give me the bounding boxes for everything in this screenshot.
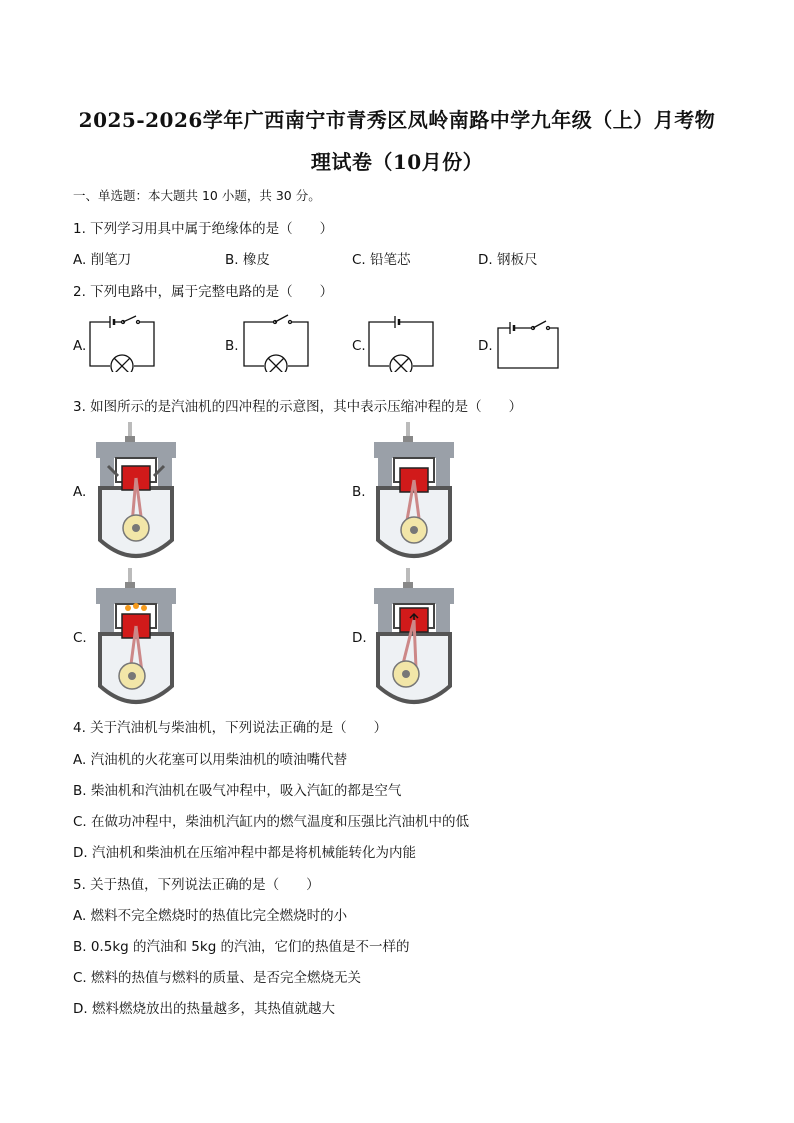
q5-option-b: B. 0.5kg 的汽油和 5kg 的汽油，它们的热值是不一样的 (73, 939, 410, 955)
question-1-stem: 1. 下列学习用具中属于绝缘体的是（ ） (73, 221, 334, 237)
engine-stroke-a-image (88, 422, 184, 564)
q3-label-a: A. (73, 484, 87, 500)
section-heading: 一、单选题：本大题共 10 小题，共 30 分。 (73, 188, 321, 203)
q2-label-a: A. (73, 338, 87, 354)
q1-option-d: D. 钢板尺 (478, 252, 538, 268)
q2-label-c: C. (352, 338, 366, 354)
engine-stroke-b-image (366, 422, 462, 564)
circuit-b-diagram (240, 312, 312, 372)
q4-option-d: D. 汽油机和柴油机在压缩冲程中都是将机械能转化为内能 (73, 845, 416, 861)
question-2-stem: 2. 下列电路中，属于完整电路的是（ ） (73, 284, 334, 300)
q2-label-d: D. (478, 338, 493, 354)
page-title-line1: 2025-2026学年广西南宁市青秀区凤岭南路中学九年级（上）月考物 (78, 108, 716, 132)
engine-stroke-c-image (88, 568, 184, 710)
q1-option-b: B. 橡皮 (225, 252, 270, 268)
question-4-stem: 4. 关于汽油机与柴油机，下列说法正确的是（ ） (73, 720, 388, 736)
q4-option-a: A. 汽油机的火花塞可以用柴油机的喷油嘴代替 (73, 752, 348, 768)
q3-label-d: D. (352, 630, 367, 646)
q5-option-a: A. 燃料不完全燃烧时的热值比完全燃烧时的小 (73, 908, 348, 924)
question-3-stem: 3. 如图所示的是汽油机的四冲程的示意图，其中表示压缩冲程的是（ ） (73, 399, 523, 415)
circuit-d-diagram (494, 316, 564, 374)
circuit-a-diagram (86, 312, 158, 372)
q2-label-b: B. (225, 338, 239, 354)
q4-option-c: C. 在做功冲程中，柴油机汽缸内的燃气温度和压强比汽油机中的低 (73, 814, 470, 830)
q1-option-c: C. 铅笔芯 (352, 252, 411, 268)
page-title-line2: 理试卷（10月份） (310, 150, 484, 174)
q5-option-c: C. 燃料的热值与燃料的质量、是否完全燃烧无关 (73, 970, 362, 986)
q3-label-b: B. (352, 484, 366, 500)
q1-option-a: A. 削笔刀 (73, 252, 132, 268)
q4-option-b: B. 柴油机和汽油机在吸气冲程中，吸入汽缸的都是空气 (73, 783, 402, 799)
q3-label-c: C. (73, 630, 87, 646)
question-5-stem: 5. 关于热值，下列说法正确的是（ ） (73, 877, 320, 893)
q5-option-d: D. 燃料燃烧放出的热量越多，其热值就越大 (73, 1001, 335, 1017)
circuit-c-diagram (365, 312, 437, 372)
engine-stroke-d-image (366, 568, 462, 710)
